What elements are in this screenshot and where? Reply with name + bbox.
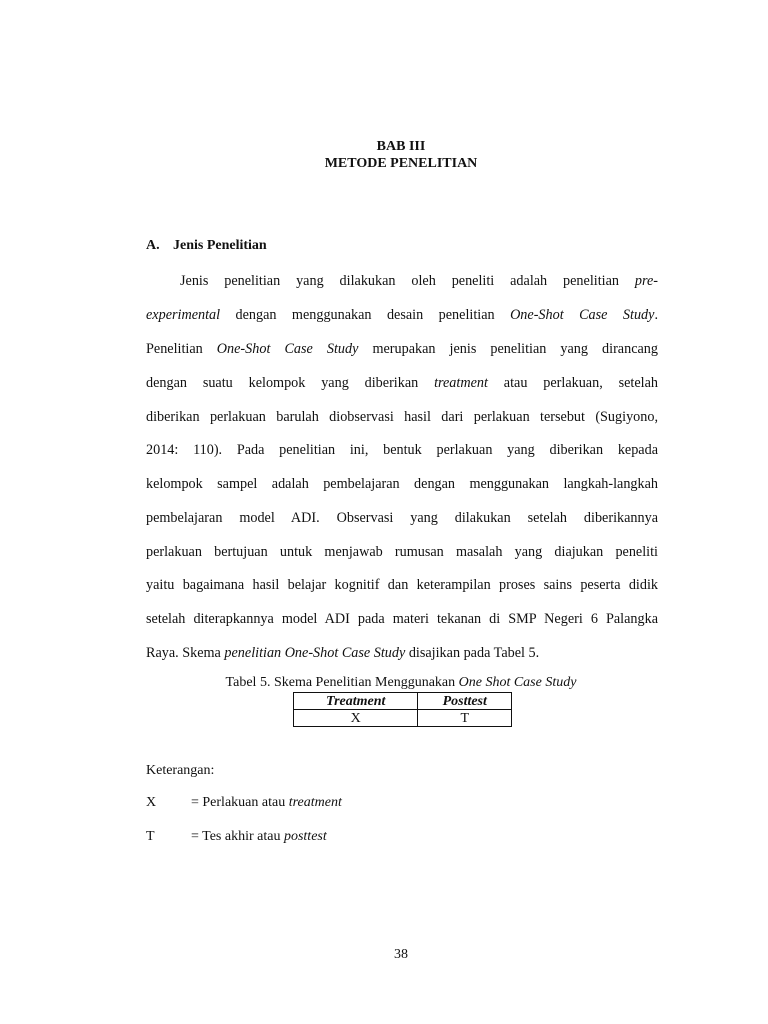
chapter-title: METODE PENELITIAN <box>324 156 478 171</box>
page-number: 38 <box>394 947 408 962</box>
table-row <box>294 710 512 727</box>
paragraph-line: diberikan perlakuan barulah diobservasi hasil dari perlakuan tersebut (Sugiyono, <box>146 409 658 425</box>
paragraph-line: dengan suatu kelompok yang diberikan treatment atau perlakuan, setelah <box>146 375 658 391</box>
section-title: Jenis Penelitian <box>173 238 267 253</box>
legend-definition: = Tes akhir atau posttest <box>191 829 327 844</box>
paragraph-line: Jenis penelitian yang dilakukan oleh peneliti adalah penelitian pre- <box>180 273 658 289</box>
paragraph-line: yaitu bagaimana hasil belajar kognitif dan keterampilan proses sains peserta didik <box>146 577 658 593</box>
table-header-cell: Posttest <box>418 693 512 710</box>
table-caption: Tabel 5. Skema Penelitian Menggunakan One Shot Case Study <box>225 675 577 690</box>
paragraph-line: Penelitian One-Shot Case Study merupakan jenis penelitian yang dirancang <box>146 341 658 357</box>
section-heading <box>146 238 267 254</box>
paragraph-line: 2014: 110). Pada penelitian ini, bentuk perlakuan yang diberikan kepada <box>146 442 658 458</box>
paragraph-line: perlakuan bertujuan untuk menjawab rumusan masalah yang diajukan peneliti <box>146 544 658 560</box>
table-header-cell: Treatment <box>294 693 418 710</box>
paragraph-line: experimental dengan menggunakan desain penelitian One-Shot Case Study. <box>146 307 658 323</box>
legend-label: Keterangan: <box>146 763 215 778</box>
chapter-number: BAB III <box>376 139 426 154</box>
schema-table <box>293 692 512 727</box>
paragraph-line: kelompok sampel adalah pembelajaran dengan menggunakan langkah-langkah <box>146 476 658 492</box>
section-number: A. <box>146 238 160 253</box>
table-cell: X <box>294 710 418 727</box>
paragraph-line: pembelajaran model ADI. Observasi yang dilakukan setelah diberikannya <box>146 510 658 526</box>
paragraph-line: setelah diterapkannya model ADI pada materi tekanan di SMP Negeri 6 Palangka <box>146 611 658 627</box>
table-cell: T <box>418 710 512 727</box>
table-header-row <box>294 693 512 710</box>
legend-symbol: T <box>146 829 155 844</box>
legend-definition: = Perlakuan atau treatment <box>191 795 342 810</box>
legend-symbol: X <box>146 795 157 810</box>
paragraph-line: Raya. Skema penelitian One-Shot Case Study disajikan pada Tabel 5. <box>146 645 540 661</box>
